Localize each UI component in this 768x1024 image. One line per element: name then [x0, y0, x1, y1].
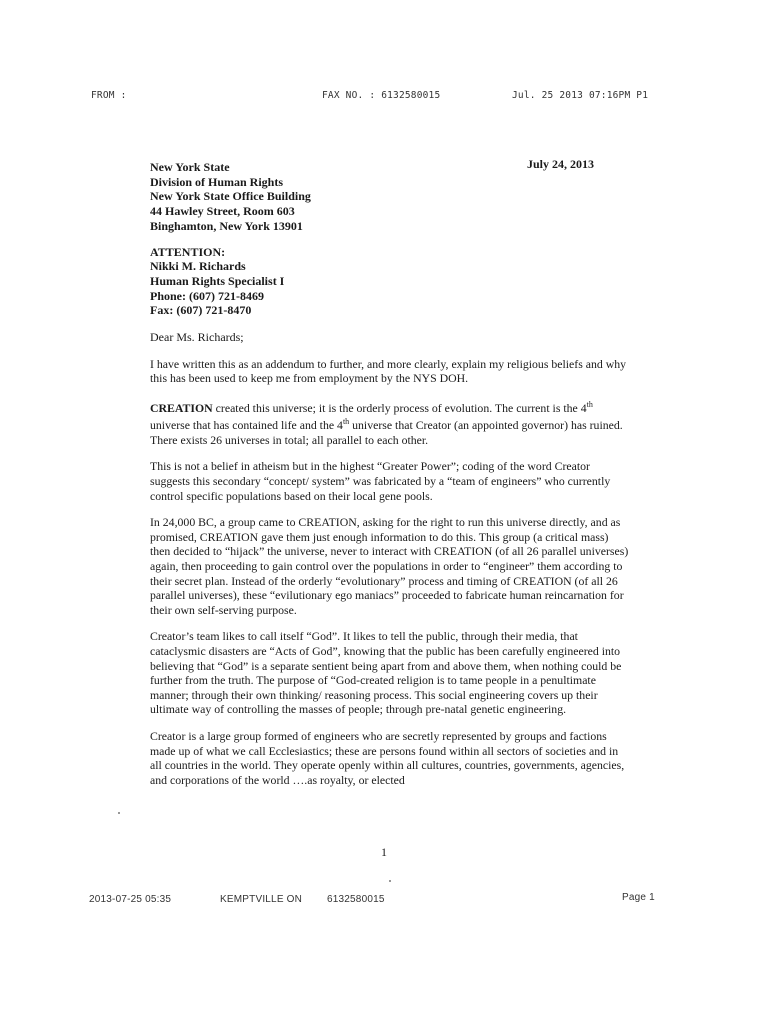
p2-text-b: universe that has contained life and the 4 — [150, 418, 343, 433]
address-line: Binghamton, New York 13901 — [150, 218, 303, 233]
salutation: Dear Ms. Richards; — [150, 330, 244, 345]
creation-bold: CREATION — [150, 400, 213, 415]
p2-text-a: created this universe; it is the orderly process of evolution. The current is the 4 — [212, 400, 587, 415]
address-line: 44 Hawley Street, Room 603 — [150, 204, 295, 219]
recipient-address — [150, 160, 630, 234]
address-line: New York State — [150, 160, 230, 174]
scan-speck — [118, 812, 120, 814]
attention-phone: Phone: (607) 721-8469 — [150, 288, 264, 303]
attention-label: ATTENTION: — [150, 244, 226, 259]
p2-sup-2: th — [342, 417, 350, 427]
page-number: 1 — [381, 845, 387, 859]
fax-footer-page: Page 1 — [622, 892, 655, 903]
paragraph-3: This is not a belief in atheism but in the highest “Greater Power”; coding of the word Creator suggests this secondary “concept/ system” was fabricated by a “team of engineers” who currently control specific populations based on their local gene pools. — [150, 459, 611, 503]
p2-text-c: universe that Creator (an appointed governor) has ruined. There exists 26 universes in total; all parallel to each other. — [150, 418, 623, 447]
paragraph-2 — [150, 398, 630, 448]
fax-header-from: FROM : — [91, 90, 127, 101]
letter-date: July 24, 2013 — [527, 157, 595, 171]
fax-header-datetime: Jul. 25 2013 07:16PM P1 — [512, 90, 649, 101]
attention-title: Human Rights Specialist I — [150, 273, 285, 288]
paragraph-4: In 24,000 BC, a group came to CREATION, asking for the right to run this universe directly, and as promised, CREATION gave them just enough information to do this. This group (a critical mass) then decided to “hijack” the universe, never to interact with CREATION (of all 26 parallel universes) again, then proceeding to gain control over the populations in order to “engineer” them according to their secret plan. Instead of the orderly “evolutionary” process and timing of CREATION (of all 26 parallel universes), these “evilutionary ego maniacs” proceeded to fabricate human reincarnation for their own self-serving purpose. — [150, 515, 629, 617]
fax-footer-location: KEMPTVILLE ON — [220, 894, 303, 905]
fax-footer-number: 6132580015 — [327, 894, 385, 905]
scan-speck — [389, 880, 391, 882]
paragraph-1: I have written this as an addendum to further, and more clearly, explain my religious beliefs and why this has been used to keep me from employment by the NYS DOH. — [150, 356, 627, 386]
address-line: Division of Human Rights — [150, 174, 284, 189]
paragraph-5: Creator’s team likes to call itself “God”. It likes to tell the public, through their media, that cataclysmic disasters are “Acts of God”, knowing that the public has been carefully engineered into believing that “God” is a separate sentient being apart from and above them, when nothing could be further from the truth. The purpose of “God-created religion is to tame people in a penultimate manner; through their own thinking/ reasoning process. This social engineering covers up their ultimate way of controlling the masses of people; through pre-natal genetic engineering. — [150, 629, 622, 717]
fax-footer-timestamp: 2013-07-25 05:35 — [89, 894, 172, 905]
letter-body — [150, 155, 630, 787]
address-line: New York State Office Building — [150, 189, 311, 204]
attention-block — [150, 245, 630, 319]
p2-sup-1: th — [586, 399, 593, 409]
attention-fax: Fax: (607) 721-8470 — [150, 303, 252, 318]
fax-header-number: FAX NO. : 6132580015 — [322, 90, 441, 101]
attention-name: Nikki M. Richards — [150, 259, 246, 274]
paragraph-6: Creator is a large group formed of engineers who are secretly represented by groups and factions made up of what we call Ecclesiastics; these are persons found within all sectors of societies and in all countries in the world. They operate openly within all cultures, countries, governments, agencies, and corporations of the world ….as royalty, or elected — [150, 728, 625, 787]
